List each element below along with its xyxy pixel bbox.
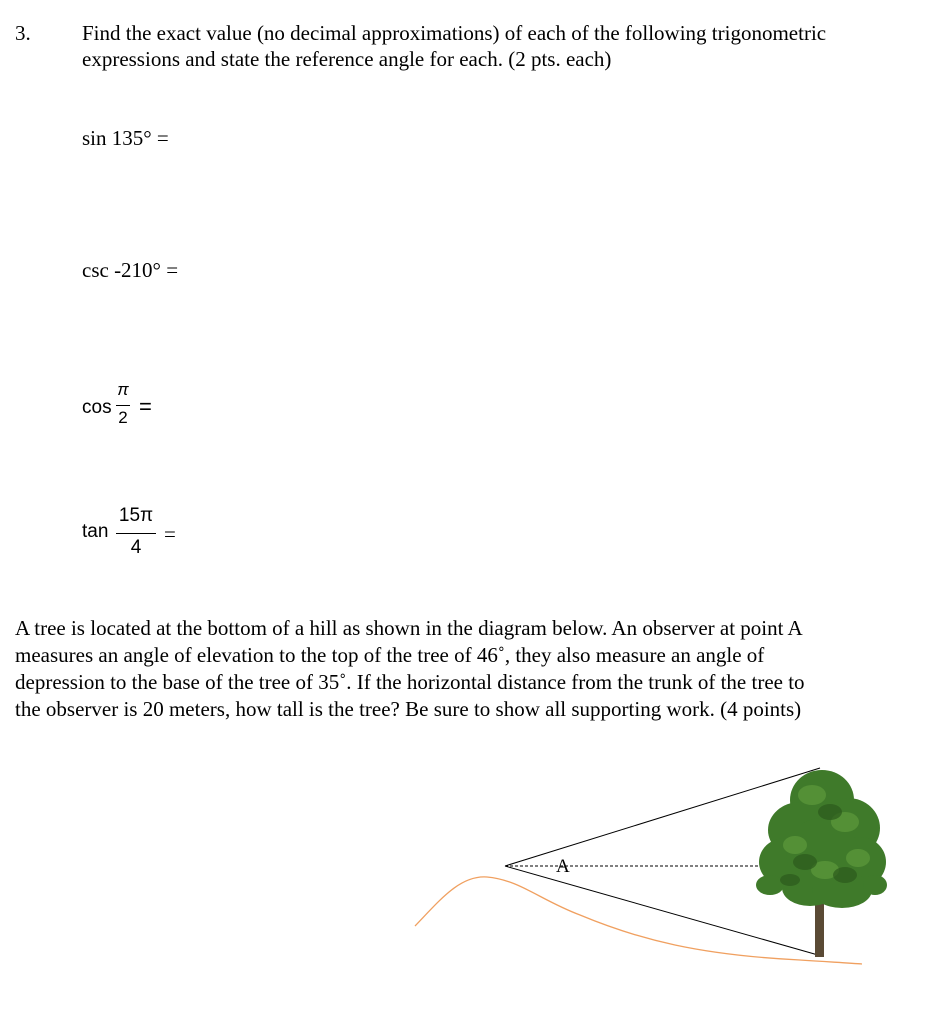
csc-expression: csc -210° = — [82, 258, 179, 282]
sin-expression: sin 135° = — [82, 126, 169, 150]
question-prompt-line-1: Find the exact value (no decimal approximations) of each of the following trigonometric — [82, 21, 827, 45]
tree-problem-line-2: measures an angle of elevation to the top of the tree of 46˚, they also measure an angle of — [15, 643, 765, 667]
tree-problem-line-4: the observer is 20 meters, how tall is the tree? Be sure to show all supporting work. (4 points) — [15, 697, 802, 721]
tan-equals: = — [164, 522, 176, 546]
cos-func: cos — [82, 397, 112, 418]
cos-numerator: π — [117, 380, 129, 399]
tree-problem-line-1: A tree is located at the bottom of a hill as shown in the diagram below. An observer at point A — [15, 616, 803, 640]
tree-image — [756, 770, 887, 957]
cos-denominator: 2 — [118, 408, 128, 427]
question-prompt-line-2: expressions and state the reference angle for each. (2 pts. each) — [82, 47, 612, 71]
tan-numerator: 15π — [118, 505, 154, 526]
point-a-label: A — [556, 856, 570, 877]
question-number: 3. — [15, 21, 31, 45]
cos-equals: = — [139, 394, 152, 419]
tan-denominator: 4 — [130, 537, 142, 558]
tree-problem-line-3: depression to the base of the tree of 35˚. If the horizontal distance from the trunk of the tree to — [15, 670, 805, 694]
tan-func: tan — [82, 521, 109, 542]
